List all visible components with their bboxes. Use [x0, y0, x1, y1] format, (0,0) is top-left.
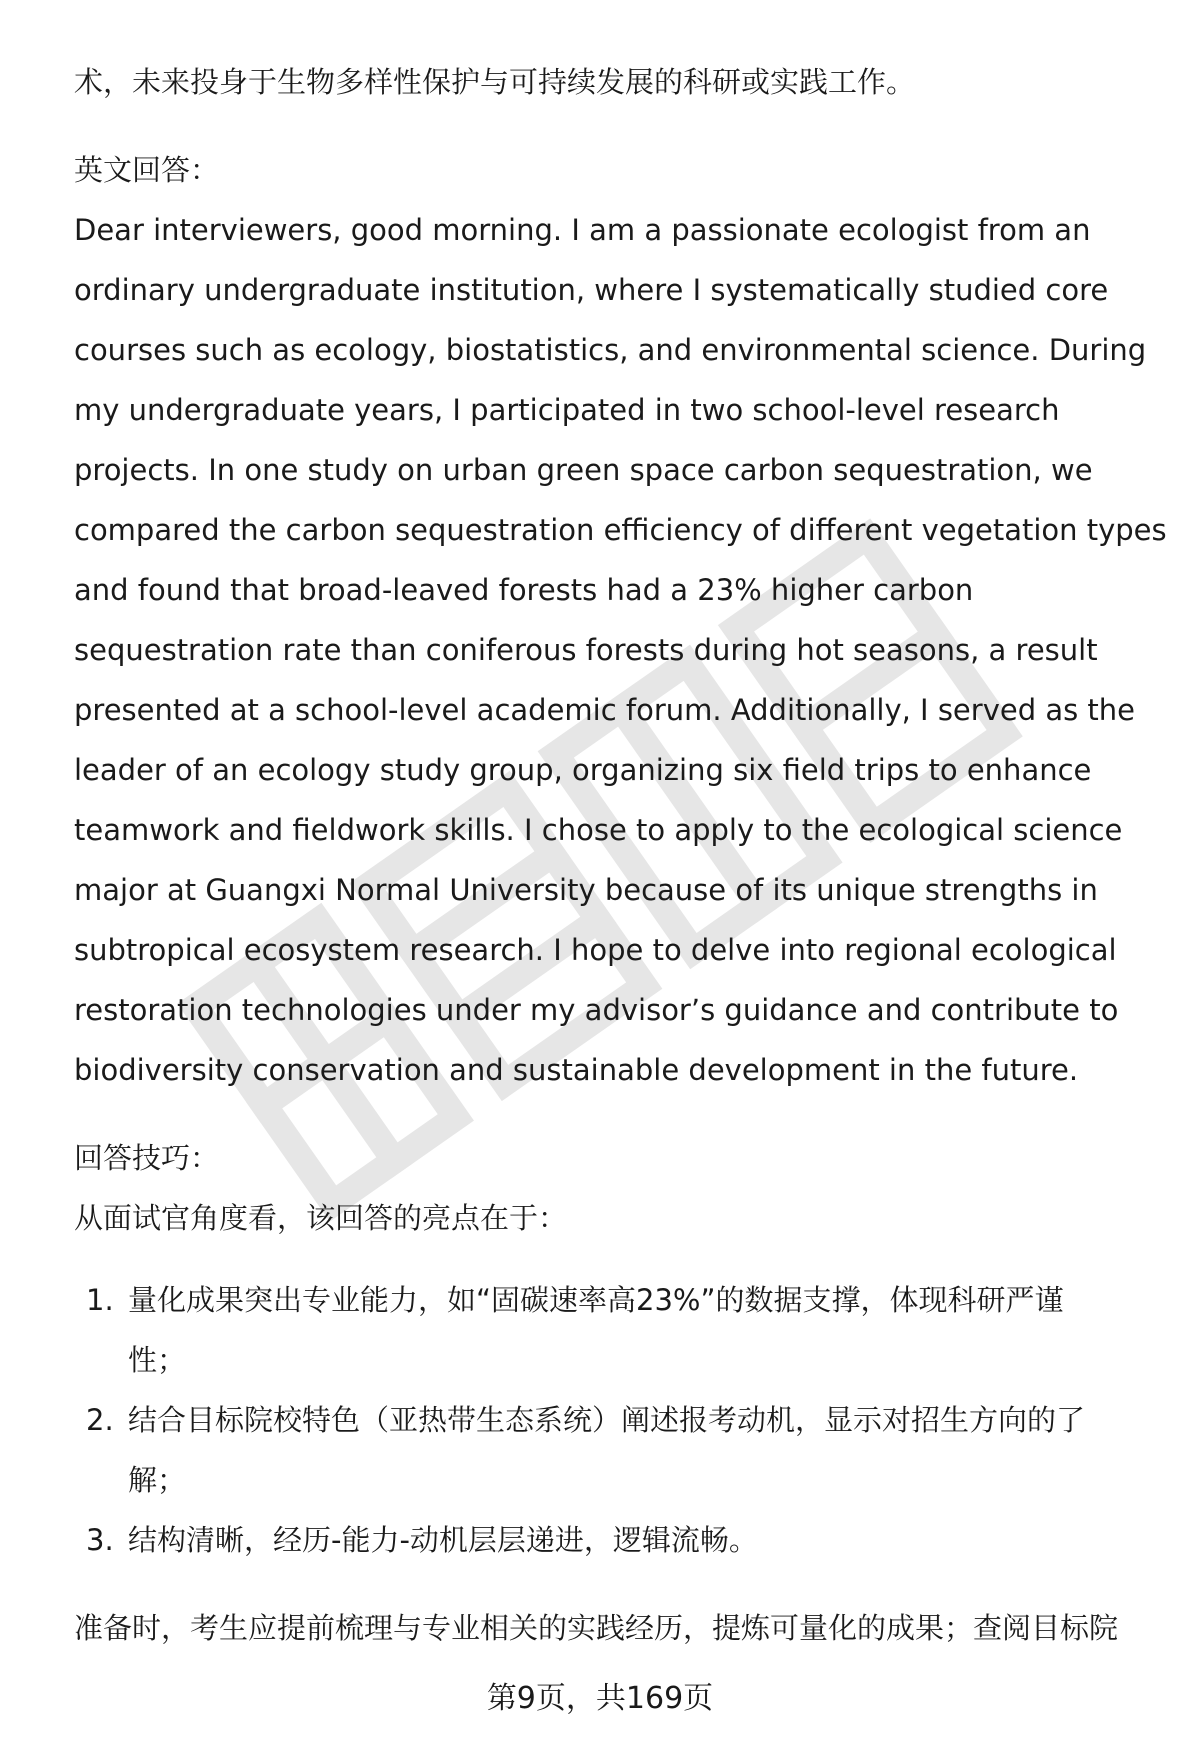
list-item-line: 解； [128, 1463, 187, 1497]
list-number: 3. [86, 1523, 114, 1557]
english-answer-line: compared the carbon sequestration efficiency of different vegetation types [74, 513, 1167, 547]
list-item-text [128, 1270, 1154, 1390]
list-item [74, 1390, 1154, 1510]
english-answer-line: subtropical ecosystem research. I hope to delve into regional ecological [74, 933, 1117, 967]
page-content [74, 52, 1167, 1658]
list-item-text [128, 1510, 1154, 1570]
tips-list [74, 1270, 1154, 1570]
list-number: 1. [86, 1283, 114, 1317]
english-answer-line: ordinary undergraduate institution, where I systematically studied core [74, 273, 1109, 307]
english-answer-line: my undergraduate years, I participated in two school-level research [74, 393, 1060, 427]
english-answer-line: leader of an ecology study group, organizing six field trips to enhance [74, 753, 1092, 787]
list-number: 2. [86, 1403, 114, 1437]
english-answer-line: restoration technologies under my advisor’s guidance and contribute to [74, 993, 1119, 1027]
list-item-text [128, 1390, 1154, 1510]
english-answer-line: biodiversity conservation and sustainable development in the future. [74, 1053, 1079, 1087]
list-item [74, 1270, 1154, 1390]
list-item-line: 结合目标院校特色（亚热带生态系统）阐述报考动机，显示对招生方向的了 [128, 1403, 1086, 1437]
english-answer-line: major at Guangxi Normal University because of its unique strengths in [74, 873, 1098, 907]
english-answer-line: courses such as ecology, biostatistics, and environmental science. During [74, 333, 1147, 367]
english-answer-line: teamwork and fieldwork skills. I chose to apply to the ecological science [74, 813, 1123, 847]
english-answer-line: sequestration rate than coniferous forests during hot seasons, a result [74, 633, 1098, 667]
list-item [74, 1510, 1154, 1570]
list-item-line: 量化成果突出专业能力，如“固碳速率高23%”的数据支撑，体现科研严谨 [128, 1283, 1064, 1317]
english-answer-paragraph [74, 200, 1167, 1100]
english-answer-line: Dear interviewers, good morning. I am a passionate ecologist from an [74, 213, 1091, 247]
intro-line: 术，未来投身于生物多样性保护与可持续发展的科研或实践工作。 [74, 65, 916, 99]
english-answer-line: projects. In one study on urban green space carbon sequestration, we [74, 453, 1093, 487]
page-footer: 第9页，共169页 [486, 1681, 714, 1716]
english-answer-title: 英文回答： [74, 153, 220, 187]
english-answer-line: presented at a school-level academic forum. Additionally, I served as the [74, 693, 1136, 727]
tips-title: 回答技巧： [74, 1141, 220, 1175]
list-item-line: 性； [128, 1343, 187, 1377]
final-line: 准备时，考生应提前梳理与专业相关的实践经历，提炼可量化的成果；查阅目标院 [74, 1611, 1119, 1645]
list-item-line: 结构清晰，经历-能力-动机层层递进，逻辑流畅。 [128, 1523, 758, 1557]
english-answer-line: and found that broad-leaved forests had a 23% higher carbon [74, 573, 974, 607]
tips-intro: 从面试官角度看，该回答的亮点在于： [74, 1201, 568, 1235]
